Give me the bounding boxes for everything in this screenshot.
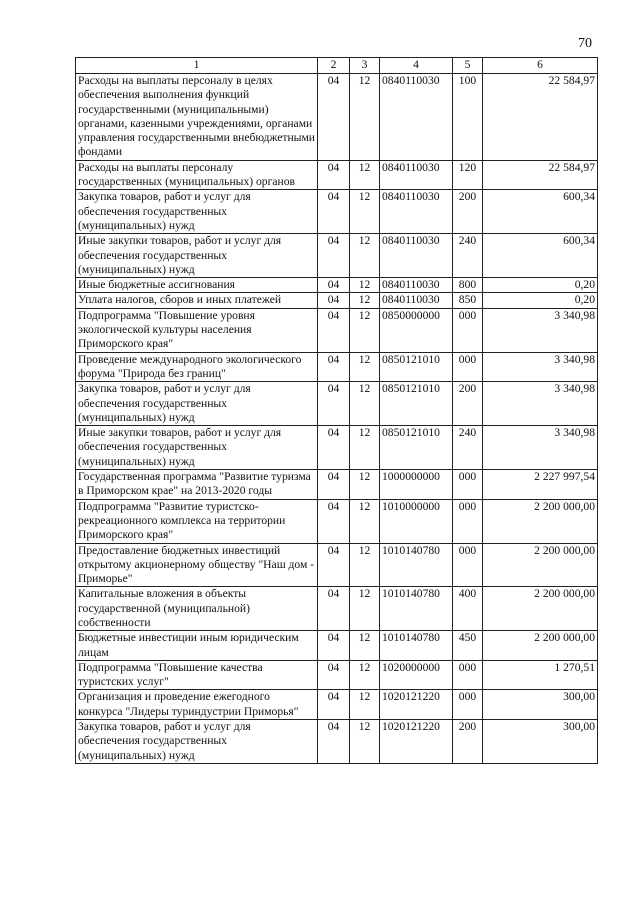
row-section: 04 [318, 234, 350, 278]
header-col-3: 3 [350, 58, 380, 74]
row-target-code: 1000000000 [380, 470, 453, 500]
row-target-code: 1020121220 [380, 690, 453, 720]
row-section: 04 [318, 499, 350, 543]
row-target-code: 0840110030 [380, 234, 453, 278]
row-description: Уплата налогов, сборов и иных платежей [76, 293, 318, 308]
row-expense-type: 240 [453, 234, 483, 278]
row-amount: 0,20 [483, 293, 598, 308]
table-row [76, 352, 598, 382]
row-target-code: 1010140780 [380, 587, 453, 631]
row-expense-type: 800 [453, 278, 483, 293]
row-amount: 3 340,98 [483, 426, 598, 470]
row-amount: 2 227 997,54 [483, 470, 598, 500]
table-row [76, 587, 598, 631]
row-target-code: 1010140780 [380, 631, 453, 661]
row-expense-type: 000 [453, 690, 483, 720]
row-amount: 3 340,98 [483, 382, 598, 426]
row-description: Подпрограмма "Повышение уровня экологической культуры населения Приморского края" [76, 308, 318, 352]
row-expense-type: 000 [453, 308, 483, 352]
row-expense-type: 000 [453, 660, 483, 690]
row-amount: 1 270,51 [483, 660, 598, 690]
row-subsection: 12 [350, 720, 380, 764]
table-row [76, 278, 598, 293]
row-subsection: 12 [350, 587, 380, 631]
budget-table [75, 57, 598, 764]
row-expense-type: 120 [453, 160, 483, 190]
row-expense-type: 000 [453, 470, 483, 500]
row-target-code: 1020121220 [380, 720, 453, 764]
row-subsection: 12 [350, 234, 380, 278]
header-col-4: 4 [380, 58, 453, 74]
table-row [76, 660, 598, 690]
row-target-code: 0850121010 [380, 382, 453, 426]
row-section: 04 [318, 660, 350, 690]
row-description: Подпрограмма "Повышение качества туристских услуг" [76, 660, 318, 690]
header-col-1: 1 [76, 58, 318, 74]
table-row [76, 631, 598, 661]
row-amount: 22 584,97 [483, 74, 598, 161]
row-amount: 600,34 [483, 190, 598, 234]
table-row [76, 308, 598, 352]
row-section: 04 [318, 543, 350, 587]
row-expense-type: 200 [453, 382, 483, 426]
row-description: Капитальные вложения в объекты государственной (муниципальной) собственности [76, 587, 318, 631]
row-section: 04 [318, 160, 350, 190]
row-target-code: 0840110030 [380, 278, 453, 293]
row-description: Закупка товаров, работ и услуг для обеспечения государственных (муниципальных) нужд [76, 190, 318, 234]
table-row [76, 499, 598, 543]
row-expense-type: 200 [453, 190, 483, 234]
row-expense-type: 850 [453, 293, 483, 308]
row-subsection: 12 [350, 293, 380, 308]
row-target-code: 0840110030 [380, 160, 453, 190]
row-section: 04 [318, 690, 350, 720]
row-section: 04 [318, 382, 350, 426]
header-col-5: 5 [453, 58, 483, 74]
row-expense-type: 200 [453, 720, 483, 764]
row-section: 04 [318, 278, 350, 293]
row-expense-type: 000 [453, 543, 483, 587]
row-amount: 0,20 [483, 278, 598, 293]
row-amount: 3 340,98 [483, 308, 598, 352]
header-col-6: 6 [483, 58, 598, 74]
row-target-code: 0850121010 [380, 426, 453, 470]
row-section: 04 [318, 631, 350, 661]
row-section: 04 [318, 470, 350, 500]
row-description: Расходы на выплаты персоналу в целях обеспечения выполнения функций государственными (муниципальными) органами, казенными учреждениями, органами управления государственными внебюджетными фондами [76, 74, 318, 161]
row-description: Организация и проведение ежегодного конкурса "Лидеры туриндустрии Приморья" [76, 690, 318, 720]
row-subsection: 12 [350, 74, 380, 161]
row-target-code: 1020000000 [380, 660, 453, 690]
table-row [76, 382, 598, 426]
row-section: 04 [318, 426, 350, 470]
row-target-code: 1010140780 [380, 543, 453, 587]
table-row [76, 74, 598, 161]
row-amount: 2 200 000,00 [483, 631, 598, 661]
row-amount: 2 200 000,00 [483, 543, 598, 587]
row-description: Иные бюджетные ассигнования [76, 278, 318, 293]
row-subsection: 12 [350, 543, 380, 587]
row-subsection: 12 [350, 382, 380, 426]
table-row [76, 470, 598, 500]
row-description: Закупка товаров, работ и услуг для обеспечения государственных (муниципальных) нужд [76, 720, 318, 764]
table-header [76, 58, 598, 74]
row-section: 04 [318, 352, 350, 382]
row-target-code: 0840110030 [380, 74, 453, 161]
table-row [76, 720, 598, 764]
table-row [76, 293, 598, 308]
row-subsection: 12 [350, 308, 380, 352]
row-expense-type: 000 [453, 499, 483, 543]
row-description: Подпрограмма "Развитие туристско-рекреационного комплекса на территории Приморского края" [76, 499, 318, 543]
row-amount: 22 584,97 [483, 160, 598, 190]
row-expense-type: 450 [453, 631, 483, 661]
row-description: Закупка товаров, работ и услуг для обеспечения государственных (муниципальных) нужд [76, 382, 318, 426]
row-subsection: 12 [350, 470, 380, 500]
row-target-code: 0840110030 [380, 190, 453, 234]
row-section: 04 [318, 720, 350, 764]
row-subsection: 12 [350, 660, 380, 690]
row-expense-type: 400 [453, 587, 483, 631]
row-subsection: 12 [350, 499, 380, 543]
table-row [76, 426, 598, 470]
table-body [76, 74, 598, 764]
row-expense-type: 100 [453, 74, 483, 161]
table-row [76, 160, 598, 190]
row-expense-type: 000 [453, 352, 483, 382]
table-row [76, 190, 598, 234]
row-expense-type: 240 [453, 426, 483, 470]
row-section: 04 [318, 587, 350, 631]
row-subsection: 12 [350, 426, 380, 470]
row-description: Государственная программа "Развитие туризма в Приморском крае" на 2013-2020 годы [76, 470, 318, 500]
row-target-code: 1010000000 [380, 499, 453, 543]
row-target-code: 0840110030 [380, 293, 453, 308]
row-amount: 300,00 [483, 690, 598, 720]
row-amount: 3 340,98 [483, 352, 598, 382]
row-section: 04 [318, 293, 350, 308]
table-row [76, 234, 598, 278]
row-section: 04 [318, 308, 350, 352]
row-description: Расходы на выплаты персоналу государственных (муниципальных) органов [76, 160, 318, 190]
table-row [76, 690, 598, 720]
table-row [76, 543, 598, 587]
row-subsection: 12 [350, 190, 380, 234]
header-row [76, 58, 598, 74]
row-section: 04 [318, 190, 350, 234]
row-description: Проведение международного экологического форума "Природа без границ" [76, 352, 318, 382]
row-target-code: 0850121010 [380, 352, 453, 382]
row-subsection: 12 [350, 160, 380, 190]
header-col-2: 2 [318, 58, 350, 74]
row-description: Иные закупки товаров, работ и услуг для обеспечения государственных (муниципальных) нужд [76, 234, 318, 278]
row-amount: 2 200 000,00 [483, 499, 598, 543]
row-subsection: 12 [350, 690, 380, 720]
row-amount: 2 200 000,00 [483, 587, 598, 631]
row-description: Бюджетные инвестиции иным юридическим лицам [76, 631, 318, 661]
row-subsection: 12 [350, 631, 380, 661]
row-target-code: 0850000000 [380, 308, 453, 352]
row-subsection: 12 [350, 278, 380, 293]
row-section: 04 [318, 74, 350, 161]
row-subsection: 12 [350, 352, 380, 382]
row-amount: 300,00 [483, 720, 598, 764]
page-number: 70 [578, 36, 592, 51]
row-amount: 600,34 [483, 234, 598, 278]
row-description: Иные закупки товаров, работ и услуг для обеспечения государственных (муниципальных) нужд [76, 426, 318, 470]
row-description: Предоставление бюджетных инвестиций открытому акционерному обществу "Наш дом - Приморье" [76, 543, 318, 587]
